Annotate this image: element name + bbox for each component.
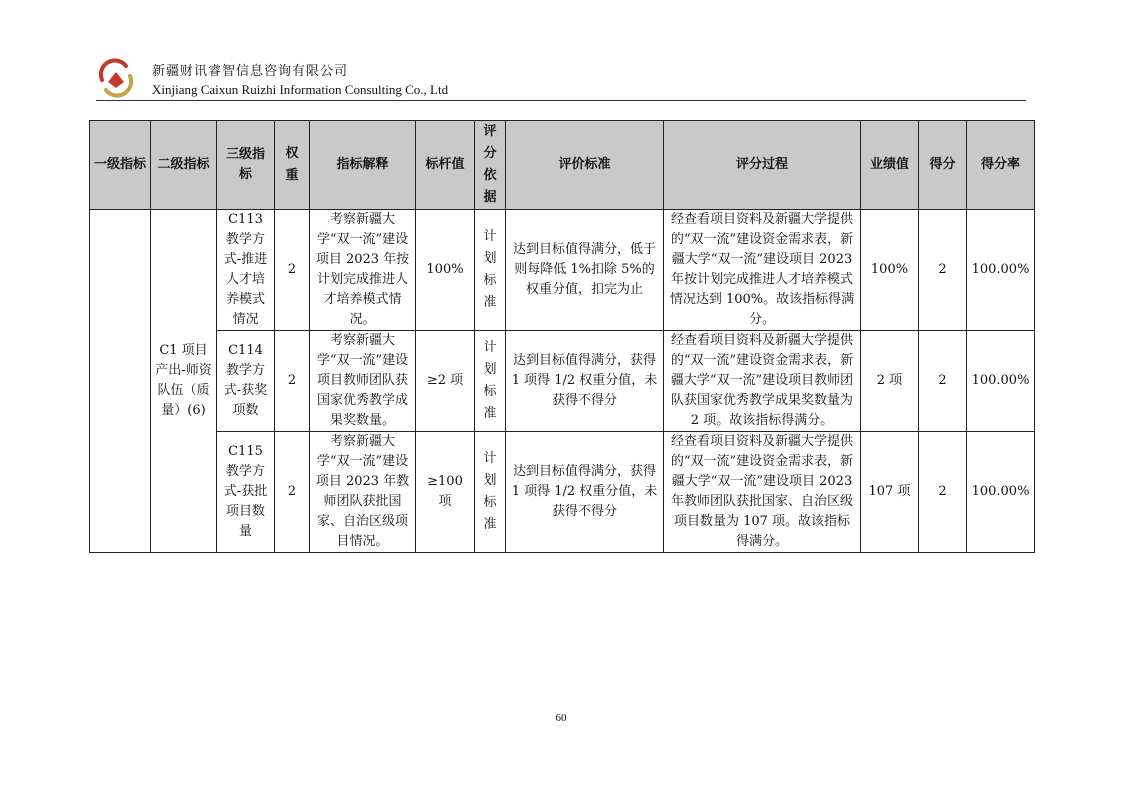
explain-cell: 考察新疆大学“双一流”建设项目 2023 年教师团队获批国家、自治区级项目情况。 xyxy=(310,432,416,553)
table-row xyxy=(90,331,1035,432)
header-explain: 指标解释 xyxy=(310,121,416,210)
weight-cell: 2 xyxy=(275,432,310,553)
header-level1: 一级指标 xyxy=(90,121,151,210)
header-divider xyxy=(96,100,1026,101)
weight-cell: 2 xyxy=(275,331,310,432)
process-cell: 经查看项目资料及新疆大学提供的“双一流”建设资金需求表，新疆大学“双一流”建设项目 2023 年按计划完成推进人才培养模式情况达到 100%。故该指标得满分。 xyxy=(664,210,861,331)
score-cell: 2 xyxy=(919,210,967,331)
standard-cell: 达到目标值得满分，获得 1 项得 1/2 权重分值，未获得不得分 xyxy=(506,331,664,432)
basis-cell: 计划标准 xyxy=(475,432,506,553)
score-cell: 2 xyxy=(919,432,967,553)
benchmark-cell: ≥100 项 xyxy=(416,432,475,553)
header-actual: 业绩值 xyxy=(861,121,919,210)
level1-cell xyxy=(90,210,151,553)
rate-cell: 100.00% xyxy=(967,432,1035,553)
level2-cell: C1 项目产出-师资队伍（质量）(6) xyxy=(151,210,217,553)
actual-cell: 2 项 xyxy=(861,331,919,432)
level3-cell: C114 教学方式-获奖项数 xyxy=(217,331,275,432)
table-row xyxy=(90,210,1035,331)
actual-cell: 100% xyxy=(861,210,919,331)
basis-cell: 计划标准 xyxy=(475,331,506,432)
level3-cell: C113 教学方式-推进人才培养模式情况 xyxy=(217,210,275,331)
header-level2: 二级指标 xyxy=(151,121,217,210)
header-process: 评分过程 xyxy=(664,121,861,210)
header-weight: 权重 xyxy=(275,121,310,210)
process-cell: 经查看项目资料及新疆大学提供的“双一流”建设资金需求表，新疆大学“双一流”建设项目 2023 年教师团队获批国家、自治区级项目数量为 107 项。故该指标得满分。 xyxy=(664,432,861,553)
page-number: 60 xyxy=(555,712,567,724)
header-rate: 得分率 xyxy=(967,121,1035,210)
explain-cell: 考察新疆大学“双一流”建设项目教师团队获国家优秀教学成果奖数量。 xyxy=(310,331,416,432)
weight-cell: 2 xyxy=(275,210,310,331)
level3-cell: C115 教学方式-获批项目数量 xyxy=(217,432,275,553)
rate-cell: 100.00% xyxy=(967,331,1035,432)
header-level3: 三级指标 xyxy=(217,121,275,210)
standard-cell: 达到目标值得满分，低于则每降低 1%扣除 5%的权重分值，扣完为止 xyxy=(506,210,664,331)
indicator-table xyxy=(89,120,1035,553)
score-cell: 2 xyxy=(919,331,967,432)
company-name-cn: 新疆财讯睿智信息咨询有限公司 xyxy=(152,64,349,79)
company-logo-icon xyxy=(96,58,136,98)
table-row xyxy=(90,432,1035,553)
benchmark-cell: ≥2 项 xyxy=(416,331,475,432)
header-score: 得分 xyxy=(919,121,967,210)
standard-cell: 达到目标值得满分，获得 1 项得 1/2 权重分值，未获得不得分 xyxy=(506,432,664,553)
header-standard: 评价标准 xyxy=(506,121,664,210)
header-benchmark: 标杆值 xyxy=(416,121,475,210)
header-basis: 评分依据 xyxy=(475,121,506,210)
rate-cell: 100.00% xyxy=(967,210,1035,331)
table-header-row xyxy=(90,121,1035,210)
basis-cell: 计划标准 xyxy=(475,210,506,331)
explain-cell: 考察新疆大学“双一流”建设项目 2023 年按计划完成推进人才培养模式情况。 xyxy=(310,210,416,331)
process-cell: 经查看项目资料及新疆大学提供的“双一流”建设资金需求表，新疆大学“双一流”建设项目教师团队获国家优秀教学成果奖数量为 2 项。故该指标得满分。 xyxy=(664,331,861,432)
company-name-en: Xinjiang Caixun Ruizhi Information Consulting Co., Ltd xyxy=(152,82,449,97)
actual-cell: 107 项 xyxy=(861,432,919,553)
benchmark-cell: 100% xyxy=(416,210,475,331)
